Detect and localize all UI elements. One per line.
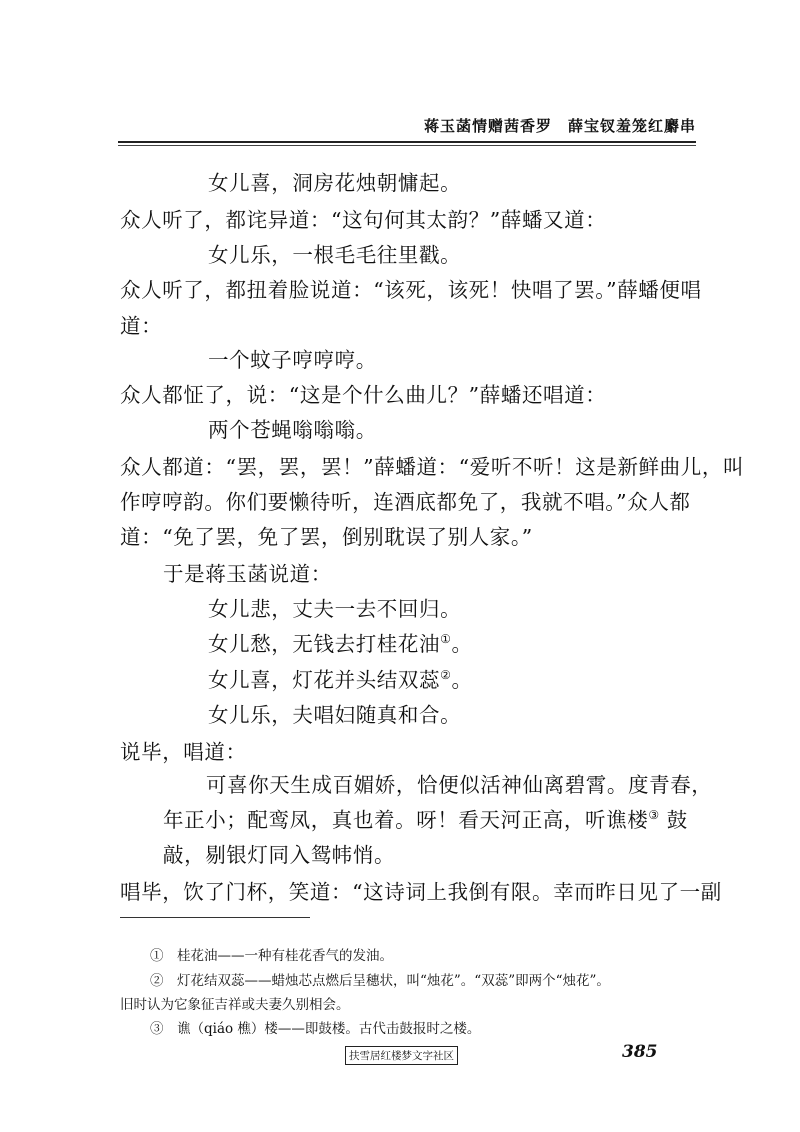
verse-line: 女儿乐，夫唱妇随真和合。 (208, 703, 462, 727)
footnote-marker: ① (440, 632, 452, 647)
footnote: ② 灯花结双蕊——蜡烛芯点燃后呈穗状，叫“烛花”。“双蕊”即两个“烛花”。 (150, 973, 610, 989)
footnote-cont: 旧时认为它象征吉祥或夫妻久别相会。 (120, 997, 350, 1013)
footnote-rule (120, 917, 310, 918)
verse-line: 女儿乐，一根毛毛往里戳。 (208, 243, 462, 267)
ci-line: 可喜你天生成百媚娇，恰便似活神仙离碧霄。度青春， (206, 773, 713, 797)
prose-line: 道：“免了罢，免了罢，倒别耽误了别人家。” (120, 525, 533, 549)
prose-line: 说毕，唱道： (120, 740, 247, 764)
verse-line: 一个蚊子哼哼哼。 (208, 348, 377, 372)
ci-text: 年正小；配鸾凤，真也着。呀！看天河正高，听谯楼 (163, 808, 649, 832)
ci-line (163, 803, 688, 833)
header-rule-thin (118, 145, 696, 146)
prose-line: 道： (120, 314, 163, 338)
footnote: ③ 谯（qiáo 樵）楼——即鼓楼。古代击鼓报时之楼。 (150, 1021, 481, 1037)
verse-text: 女儿愁，无钱去打桂花油 (208, 632, 441, 656)
verse-punct: 。 (451, 632, 473, 656)
verse-line: 女儿悲，丈夫一去不回归。 (208, 597, 462, 621)
verse-line: 两个苍蝇嗡嗡嗡。 (208, 418, 377, 442)
verse-line: 女儿喜，洞房花烛朝慵起。 (208, 171, 462, 195)
ci-line: 敲，剔银灯同入鸳帏悄。 (163, 843, 396, 867)
prose-line: 于是蒋玉菡说道： (163, 562, 332, 586)
prose-line: 作哼哼韵。你们要懒待听，连酒底都免了，我就不唱。”众人都 (120, 490, 691, 514)
footnote-marker: ② (440, 668, 452, 683)
watermark-stamp: 扶雪居红楼梦文字社区 (345, 1046, 458, 1065)
verse-text: 女儿喜，灯花并头结双蕊 (208, 668, 441, 692)
page-number: 385 (622, 1042, 658, 1062)
verse-punct: 。 (451, 668, 473, 692)
footnote-marker: ③ (648, 808, 660, 823)
verse-line (208, 663, 473, 693)
prose-line: 众人都道：“罢，罢，罢！”薛蟠道：“爱听不听！这是新鲜曲儿，叫 (120, 455, 745, 479)
prose-line: 众人都怔了，说：“这是个什么曲儿？”薛蟠还唱道： (120, 383, 607, 407)
ci-text: 鼓 (666, 808, 688, 832)
prose-line: 众人听了，都扭着脸说道：“该死，该死！快唱了罢。”薛蟠便唱 (120, 278, 702, 302)
prose-line: 唱毕，饮了门杯，笑道：“这诗词上我倒有限。幸而昨日见了一副 (120, 880, 722, 904)
verse-line (208, 627, 473, 657)
footnote: ① 桂花油——一种有桂花香气的发油。 (150, 948, 393, 964)
header-rule (118, 141, 696, 143)
prose-line: 众人听了，都诧异道：“这句何其太韵？”薛蟠又道： (120, 208, 607, 232)
running-header: 蒋玉菡情赠茜香罗 薛宝钗羞笼红麝串 (423, 117, 696, 135)
